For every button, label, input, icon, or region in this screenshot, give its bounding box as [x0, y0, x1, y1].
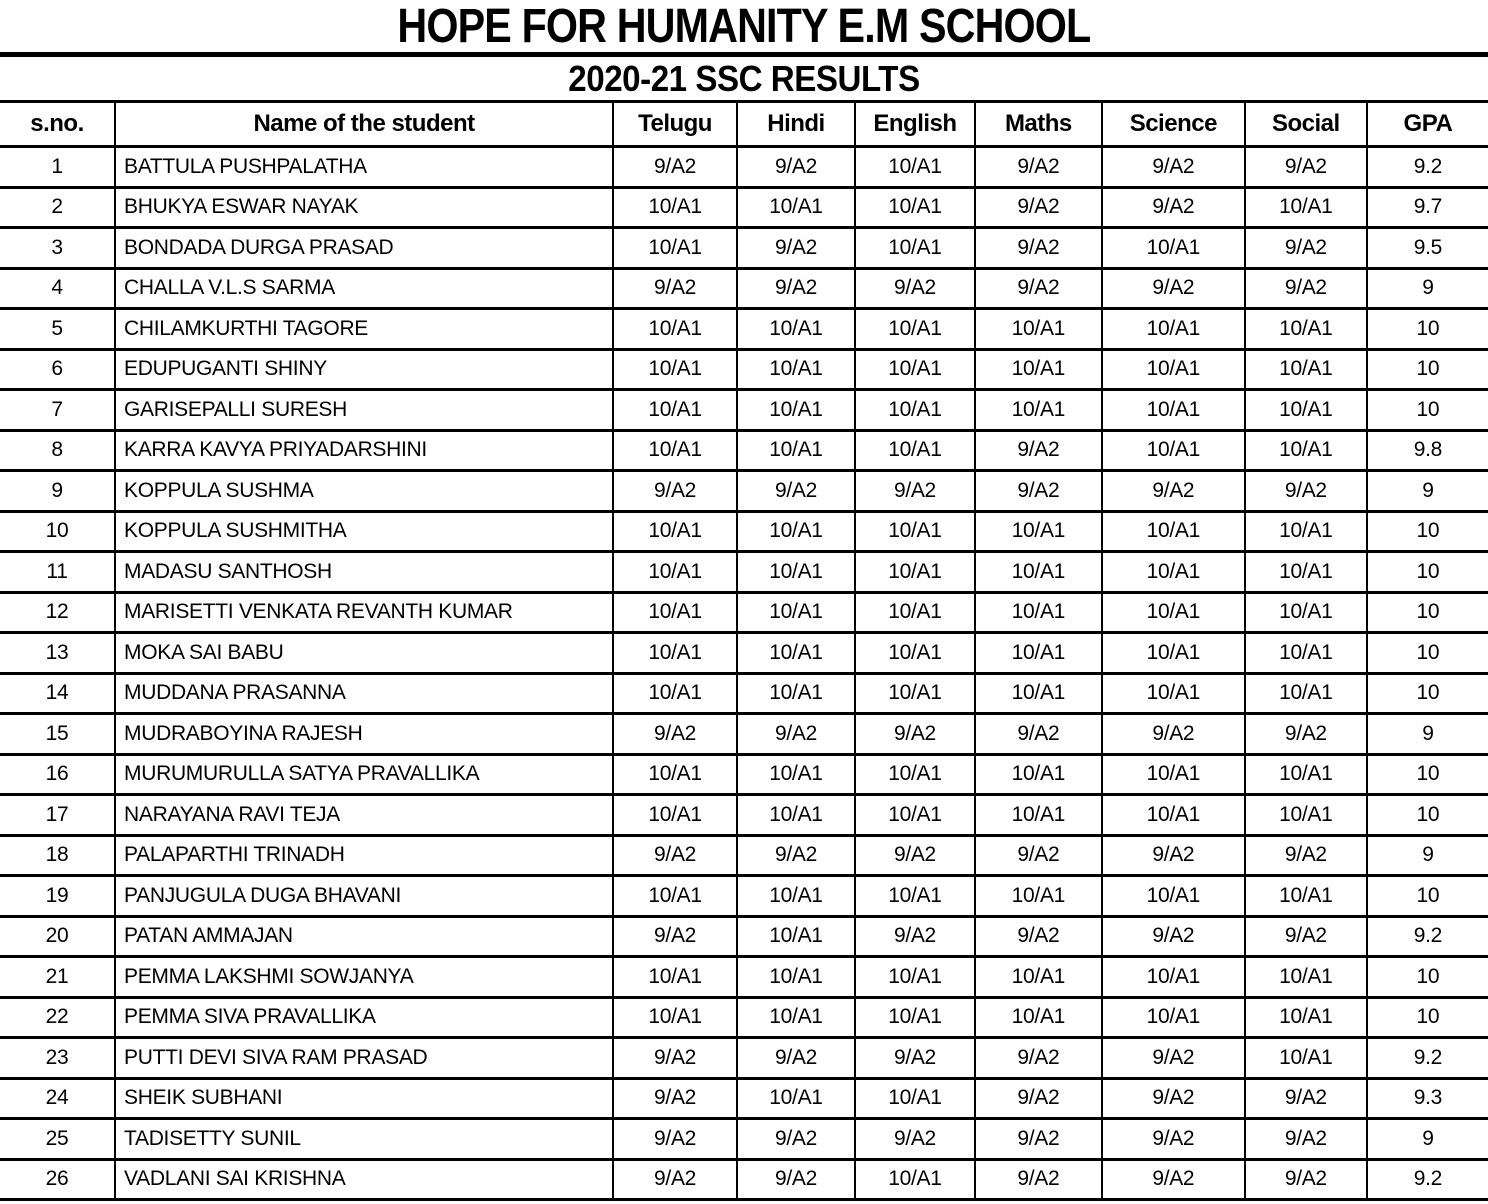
- cell-sno: 7: [0, 390, 115, 431]
- cell-maths: 10/A1: [975, 592, 1102, 633]
- cell-english: 10/A1: [855, 633, 975, 674]
- cell-name: MURUMURULLA SATYA PRAVALLIKA: [115, 754, 613, 795]
- cell-gpa: 10: [1367, 592, 1488, 633]
- cell-name: BATTULA PUSHPALATHA: [115, 147, 613, 188]
- cell-english: 10/A1: [855, 1159, 975, 1200]
- cell-name: KOPPULA SUSHMA: [115, 471, 613, 512]
- cell-telugu: 10/A1: [613, 795, 737, 836]
- cell-maths: 10/A1: [975, 633, 1102, 674]
- results-title: 2020-21 SSC RESULTS: [568, 57, 920, 99]
- cell-science: 9/A2: [1102, 1038, 1245, 1079]
- cell-gpa: 9: [1367, 268, 1488, 309]
- table-row: [0, 390, 1488, 431]
- table-row: [0, 430, 1488, 471]
- table-row: [0, 1119, 1488, 1160]
- cell-sno: 12: [0, 592, 115, 633]
- cell-hindi: 10/A1: [737, 957, 855, 998]
- cell-english: 10/A1: [855, 390, 975, 431]
- cell-maths: 9/A2: [975, 268, 1102, 309]
- cell-telugu: 10/A1: [613, 187, 737, 228]
- table-row: [0, 1038, 1488, 1079]
- cell-gpa: 10: [1367, 633, 1488, 674]
- cell-english: 10/A1: [855, 957, 975, 998]
- cell-social: 10/A1: [1245, 957, 1367, 998]
- cell-maths: 10/A1: [975, 552, 1102, 593]
- cell-science: 10/A1: [1102, 552, 1245, 593]
- col-header-social: Social: [1245, 102, 1367, 147]
- cell-name: MARISETTI VENKATA REVANTH KUMAR: [115, 592, 613, 633]
- cell-social: 9/A2: [1245, 1159, 1367, 1200]
- cell-hindi: 9/A2: [737, 268, 855, 309]
- cell-maths: 9/A2: [975, 147, 1102, 188]
- cell-maths: 9/A2: [975, 1159, 1102, 1200]
- cell-name: MUDDANA PRASANNA: [115, 673, 613, 714]
- cell-name: CHILAMKURTHI TAGORE: [115, 309, 613, 350]
- cell-social: 10/A1: [1245, 511, 1367, 552]
- cell-name: KARRA KAVYA PRIYADARSHINI: [115, 430, 613, 471]
- cell-name: PANJUGULA DUGA BHAVANI: [115, 876, 613, 917]
- cell-telugu: 9/A2: [613, 1038, 737, 1079]
- cell-name: MADASU SANTHOSH: [115, 552, 613, 593]
- table-row: [0, 147, 1488, 188]
- cell-gpa: 9.2: [1367, 916, 1488, 957]
- cell-sno: 6: [0, 349, 115, 390]
- cell-sno: 1: [0, 147, 115, 188]
- cell-english: 10/A1: [855, 754, 975, 795]
- cell-gpa: 9: [1367, 714, 1488, 755]
- cell-social: 10/A1: [1245, 430, 1367, 471]
- cell-telugu: 9/A2: [613, 471, 737, 512]
- cell-maths: 10/A1: [975, 876, 1102, 917]
- school-name: HOPE FOR HUMANITY E.M SCHOOL: [397, 0, 1091, 53]
- cell-english: 10/A1: [855, 1078, 975, 1119]
- cell-gpa: 9.8: [1367, 430, 1488, 471]
- cell-english: 10/A1: [855, 511, 975, 552]
- cell-sno: 26: [0, 1159, 115, 1200]
- cell-telugu: 9/A2: [613, 835, 737, 876]
- cell-telugu: 9/A2: [613, 147, 737, 188]
- cell-science: 9/A2: [1102, 187, 1245, 228]
- cell-maths: 9/A2: [975, 228, 1102, 269]
- col-header-hindi: Hindi: [737, 102, 855, 147]
- cell-science: 9/A2: [1102, 147, 1245, 188]
- table-row: [0, 997, 1488, 1038]
- cell-gpa: 9.3: [1367, 1078, 1488, 1119]
- cell-gpa: 9.2: [1367, 147, 1488, 188]
- cell-hindi: 9/A2: [737, 228, 855, 269]
- cell-gpa: 9.2: [1367, 1038, 1488, 1079]
- cell-name: PUTTI DEVI SIVA RAM PRASAD: [115, 1038, 613, 1079]
- cell-english: 10/A1: [855, 147, 975, 188]
- cell-gpa: 9: [1367, 835, 1488, 876]
- cell-gpa: 10: [1367, 997, 1488, 1038]
- cell-hindi: 9/A2: [737, 147, 855, 188]
- table-row: [0, 714, 1488, 755]
- cell-hindi: 10/A1: [737, 673, 855, 714]
- cell-social: 10/A1: [1245, 876, 1367, 917]
- cell-telugu: 10/A1: [613, 349, 737, 390]
- cell-science: 10/A1: [1102, 592, 1245, 633]
- cell-telugu: 10/A1: [613, 511, 737, 552]
- cell-social: 9/A2: [1245, 835, 1367, 876]
- col-header-gpa: GPA: [1367, 102, 1488, 147]
- cell-science: 10/A1: [1102, 673, 1245, 714]
- cell-maths: 9/A2: [975, 430, 1102, 471]
- table-row: [0, 754, 1488, 795]
- cell-name: BHUKYA ESWAR NAYAK: [115, 187, 613, 228]
- cell-gpa: 9.7: [1367, 187, 1488, 228]
- cell-maths: 9/A2: [975, 1078, 1102, 1119]
- cell-name: NARAYANA RAVI TEJA: [115, 795, 613, 836]
- cell-english: 9/A2: [855, 916, 975, 957]
- cell-maths: 10/A1: [975, 511, 1102, 552]
- cell-gpa: 10: [1367, 309, 1488, 350]
- col-header-maths: Maths: [975, 102, 1102, 147]
- cell-sno: 22: [0, 997, 115, 1038]
- cell-english: 10/A1: [855, 187, 975, 228]
- cell-english: 10/A1: [855, 997, 975, 1038]
- cell-sno: 19: [0, 876, 115, 917]
- cell-social: 9/A2: [1245, 147, 1367, 188]
- cell-hindi: 9/A2: [737, 1038, 855, 1079]
- cell-name: BONDADA DURGA PRASAD: [115, 228, 613, 269]
- table-row: [0, 349, 1488, 390]
- cell-gpa: 10: [1367, 795, 1488, 836]
- cell-english: 10/A1: [855, 552, 975, 593]
- cell-hindi: 9/A2: [737, 471, 855, 512]
- col-header-sno: s.no.: [0, 102, 115, 147]
- cell-social: 10/A1: [1245, 592, 1367, 633]
- cell-maths: 9/A2: [975, 714, 1102, 755]
- cell-sno: 3: [0, 228, 115, 269]
- cell-telugu: 10/A1: [613, 633, 737, 674]
- cell-name: PATAN AMMAJAN: [115, 916, 613, 957]
- cell-science: 10/A1: [1102, 957, 1245, 998]
- cell-science: 10/A1: [1102, 754, 1245, 795]
- cell-telugu: 10/A1: [613, 390, 737, 431]
- cell-sno: 2: [0, 187, 115, 228]
- cell-sno: 14: [0, 673, 115, 714]
- cell-maths: 10/A1: [975, 795, 1102, 836]
- cell-hindi: 10/A1: [737, 349, 855, 390]
- col-header-telugu: Telugu: [613, 102, 737, 147]
- cell-english: 10/A1: [855, 309, 975, 350]
- cell-name: SHEIK SUBHANI: [115, 1078, 613, 1119]
- cell-hindi: 10/A1: [737, 511, 855, 552]
- cell-name: MOKA SAI BABU: [115, 633, 613, 674]
- cell-maths: 9/A2: [975, 471, 1102, 512]
- table-row: [0, 673, 1488, 714]
- cell-social: 10/A1: [1245, 795, 1367, 836]
- cell-sno: 23: [0, 1038, 115, 1079]
- cell-science: 9/A2: [1102, 471, 1245, 512]
- cell-english: 10/A1: [855, 876, 975, 917]
- cell-maths: 9/A2: [975, 916, 1102, 957]
- cell-telugu: 9/A2: [613, 268, 737, 309]
- cell-science: 10/A1: [1102, 511, 1245, 552]
- cell-telugu: 10/A1: [613, 309, 737, 350]
- cell-english: 10/A1: [855, 430, 975, 471]
- cell-science: 10/A1: [1102, 633, 1245, 674]
- cell-telugu: 9/A2: [613, 1119, 737, 1160]
- cell-name: EDUPUGANTI SHINY: [115, 349, 613, 390]
- cell-gpa: 10: [1367, 390, 1488, 431]
- table-row: [0, 835, 1488, 876]
- cell-sno: 16: [0, 754, 115, 795]
- cell-social: 9/A2: [1245, 268, 1367, 309]
- cell-science: 9/A2: [1102, 835, 1245, 876]
- cell-telugu: 10/A1: [613, 957, 737, 998]
- col-header-science: Science: [1102, 102, 1245, 147]
- cell-hindi: 9/A2: [737, 835, 855, 876]
- cell-hindi: 10/A1: [737, 997, 855, 1038]
- cell-name: PEMMA SIVA PRAVALLIKA: [115, 997, 613, 1038]
- cell-gpa: 10: [1367, 349, 1488, 390]
- table-row: [0, 876, 1488, 917]
- cell-telugu: 9/A2: [613, 714, 737, 755]
- cell-science: 9/A2: [1102, 1159, 1245, 1200]
- results-table: [0, 100, 1488, 1201]
- cell-gpa: 9.2: [1367, 1159, 1488, 1200]
- cell-gpa: 10: [1367, 552, 1488, 593]
- cell-gpa: 10: [1367, 511, 1488, 552]
- cell-name: CHALLA V.L.S SARMA: [115, 268, 613, 309]
- cell-maths: 10/A1: [975, 390, 1102, 431]
- table-row: [0, 957, 1488, 998]
- table-row: [0, 916, 1488, 957]
- table-row: [0, 1159, 1488, 1200]
- cell-english: 9/A2: [855, 471, 975, 512]
- cell-science: 9/A2: [1102, 268, 1245, 309]
- cell-maths: 9/A2: [975, 1038, 1102, 1079]
- cell-hindi: 10/A1: [737, 1078, 855, 1119]
- cell-hindi: 10/A1: [737, 916, 855, 957]
- cell-name: TADISETTY SUNIL: [115, 1119, 613, 1160]
- cell-name: VADLANI SAI KRISHNA: [115, 1159, 613, 1200]
- cell-science: 9/A2: [1102, 1119, 1245, 1160]
- cell-social: 10/A1: [1245, 1038, 1367, 1079]
- table-row: [0, 511, 1488, 552]
- cell-hindi: 9/A2: [737, 1119, 855, 1160]
- cell-science: 10/A1: [1102, 390, 1245, 431]
- cell-sno: 15: [0, 714, 115, 755]
- cell-english: 10/A1: [855, 228, 975, 269]
- cell-telugu: 9/A2: [613, 1159, 737, 1200]
- cell-sno: 17: [0, 795, 115, 836]
- cell-sno: 11: [0, 552, 115, 593]
- cell-name: GARISEPALLI SURESH: [115, 390, 613, 431]
- cell-hindi: 10/A1: [737, 633, 855, 674]
- cell-maths: 10/A1: [975, 957, 1102, 998]
- cell-hindi: 10/A1: [737, 390, 855, 431]
- cell-social: 9/A2: [1245, 916, 1367, 957]
- cell-social: 10/A1: [1245, 673, 1367, 714]
- cell-sno: 10: [0, 511, 115, 552]
- cell-maths: 10/A1: [975, 349, 1102, 390]
- cell-social: 9/A2: [1245, 471, 1367, 512]
- cell-name: KOPPULA SUSHMITHA: [115, 511, 613, 552]
- cell-english: 9/A2: [855, 835, 975, 876]
- cell-telugu: 10/A1: [613, 997, 737, 1038]
- cell-sno: 24: [0, 1078, 115, 1119]
- cell-maths: 10/A1: [975, 309, 1102, 350]
- cell-name: PEMMA LAKSHMI SOWJANYA: [115, 957, 613, 998]
- cell-science: 10/A1: [1102, 430, 1245, 471]
- col-header-english: English: [855, 102, 975, 147]
- cell-gpa: 10: [1367, 876, 1488, 917]
- cell-social: 9/A2: [1245, 1078, 1367, 1119]
- cell-hindi: 10/A1: [737, 754, 855, 795]
- cell-maths: 10/A1: [975, 754, 1102, 795]
- cell-social: 10/A1: [1245, 309, 1367, 350]
- cell-science: 10/A1: [1102, 309, 1245, 350]
- cell-english: 10/A1: [855, 673, 975, 714]
- cell-hindi: 10/A1: [737, 795, 855, 836]
- cell-social: 10/A1: [1245, 390, 1367, 431]
- cell-maths: 9/A2: [975, 835, 1102, 876]
- cell-science: 9/A2: [1102, 916, 1245, 957]
- col-header-name: Name of the student: [115, 102, 613, 147]
- table-header-row: [0, 102, 1488, 147]
- cell-telugu: 10/A1: [613, 430, 737, 471]
- table-row: [0, 268, 1488, 309]
- table-row: [0, 592, 1488, 633]
- table-row: [0, 633, 1488, 674]
- cell-sno: 9: [0, 471, 115, 512]
- cell-gpa: 10: [1367, 957, 1488, 998]
- cell-science: 9/A2: [1102, 714, 1245, 755]
- cell-sno: 18: [0, 835, 115, 876]
- cell-english: 9/A2: [855, 268, 975, 309]
- cell-science: 10/A1: [1102, 795, 1245, 836]
- cell-telugu: 10/A1: [613, 228, 737, 269]
- cell-science: 10/A1: [1102, 876, 1245, 917]
- table-row: [0, 187, 1488, 228]
- cell-social: 10/A1: [1245, 552, 1367, 593]
- cell-sno: 21: [0, 957, 115, 998]
- cell-telugu: 10/A1: [613, 876, 737, 917]
- cell-telugu: 10/A1: [613, 552, 737, 593]
- table-row: [0, 228, 1488, 269]
- cell-hindi: 10/A1: [737, 876, 855, 917]
- cell-telugu: 10/A1: [613, 592, 737, 633]
- cell-telugu: 10/A1: [613, 673, 737, 714]
- cell-social: 9/A2: [1245, 1119, 1367, 1160]
- cell-english: 10/A1: [855, 349, 975, 390]
- cell-sno: 13: [0, 633, 115, 674]
- cell-social: 9/A2: [1245, 228, 1367, 269]
- cell-sno: 8: [0, 430, 115, 471]
- cell-name: MUDRABOYINA RAJESH: [115, 714, 613, 755]
- cell-hindi: 10/A1: [737, 309, 855, 350]
- cell-social: 10/A1: [1245, 349, 1367, 390]
- cell-maths: 10/A1: [975, 997, 1102, 1038]
- table-row: [0, 552, 1488, 593]
- cell-english: 10/A1: [855, 592, 975, 633]
- cell-science: 9/A2: [1102, 1078, 1245, 1119]
- cell-sno: 4: [0, 268, 115, 309]
- cell-social: 9/A2: [1245, 714, 1367, 755]
- cell-telugu: 9/A2: [613, 916, 737, 957]
- cell-gpa: 9: [1367, 471, 1488, 512]
- cell-social: 10/A1: [1245, 633, 1367, 674]
- cell-sno: 20: [0, 916, 115, 957]
- cell-gpa: 10: [1367, 673, 1488, 714]
- cell-hindi: 10/A1: [737, 430, 855, 471]
- cell-science: 10/A1: [1102, 349, 1245, 390]
- title-bar: [0, 0, 1488, 57]
- cell-maths: 9/A2: [975, 187, 1102, 228]
- cell-hindi: 9/A2: [737, 1159, 855, 1200]
- cell-telugu: 10/A1: [613, 754, 737, 795]
- cell-sno: 25: [0, 1119, 115, 1160]
- cell-science: 10/A1: [1102, 997, 1245, 1038]
- cell-gpa: 10: [1367, 754, 1488, 795]
- cell-maths: 10/A1: [975, 673, 1102, 714]
- table-row: [0, 309, 1488, 350]
- cell-maths: 9/A2: [975, 1119, 1102, 1160]
- results-table-body: [0, 147, 1488, 1200]
- cell-science: 10/A1: [1102, 228, 1245, 269]
- table-row: [0, 471, 1488, 512]
- cell-gpa: 9.5: [1367, 228, 1488, 269]
- table-row: [0, 1078, 1488, 1119]
- cell-english: 10/A1: [855, 795, 975, 836]
- cell-social: 10/A1: [1245, 754, 1367, 795]
- cell-name: PALAPARTHI TRINADH: [115, 835, 613, 876]
- cell-social: 10/A1: [1245, 187, 1367, 228]
- cell-hindi: 9/A2: [737, 714, 855, 755]
- cell-sno: 5: [0, 309, 115, 350]
- cell-gpa: 9: [1367, 1119, 1488, 1160]
- cell-social: 10/A1: [1245, 997, 1367, 1038]
- cell-telugu: 9/A2: [613, 1078, 737, 1119]
- cell-hindi: 10/A1: [737, 552, 855, 593]
- subtitle-bar: [0, 57, 1488, 100]
- table-row: [0, 795, 1488, 836]
- cell-hindi: 10/A1: [737, 592, 855, 633]
- cell-english: 9/A2: [855, 1038, 975, 1079]
- cell-english: 9/A2: [855, 1119, 975, 1160]
- cell-hindi: 10/A1: [737, 187, 855, 228]
- cell-english: 9/A2: [855, 714, 975, 755]
